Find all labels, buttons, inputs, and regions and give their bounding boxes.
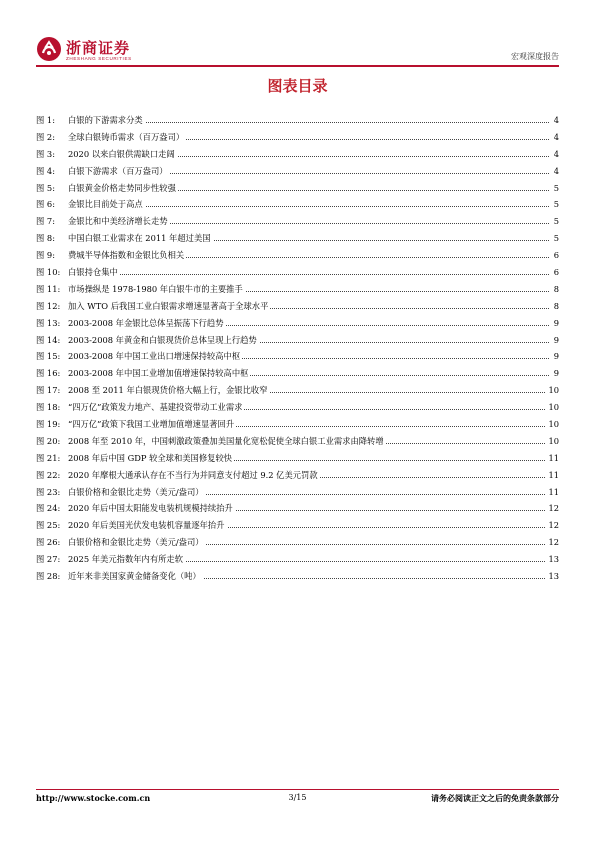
toc-entry-number: 图 7: [36, 216, 56, 227]
toc-entry[interactable] [36, 332, 559, 349]
toc-entry-number: 图 28: [36, 571, 61, 582]
toc-entry[interactable] [36, 247, 559, 264]
toc-entry-title: 2008 至 2011 年白银现货价格大幅上行，金银比收窄 [68, 382, 270, 399]
toc-entry[interactable] [36, 416, 559, 433]
toc-entry-number: 图 3: [36, 148, 56, 159]
toc-entry[interactable] [36, 298, 559, 315]
toc-entry[interactable] [36, 399, 559, 416]
toc-entry-page: 9 [552, 348, 559, 365]
toc-entry-page: 5 [552, 213, 559, 230]
toc-entry-number: 图 17: [36, 385, 61, 396]
toc-entry[interactable] [36, 534, 559, 551]
toc-entry[interactable] [36, 568, 559, 585]
toc-entry-page: 5 [552, 230, 559, 247]
toc-entry-page: 8 [552, 298, 559, 315]
toc-entry-number: 图 16: [36, 368, 61, 379]
toc-entry[interactable] [36, 484, 559, 501]
toc-entry-page: 11 [546, 484, 559, 501]
toc-entry-number: 图 9: [36, 250, 56, 261]
toc-entry-page: 10 [546, 416, 559, 433]
toc-entry-page: 12 [546, 500, 559, 517]
toc-entry-number: 图 21: [36, 452, 61, 463]
toc-entry[interactable] [36, 163, 559, 180]
toc-entry[interactable] [36, 129, 559, 146]
toc-entry-number: 图 19: [36, 419, 61, 430]
toc-entry-title: 市场操纵是 1978-1980 年白银牛市的主要推手 [68, 281, 245, 298]
page-number: 3/15 [288, 793, 307, 802]
toc-entry-page: 12 [546, 534, 559, 551]
toc-entry-number: 图 13: [36, 317, 61, 328]
toc-leader-dots [96, 122, 549, 123]
toc-entry-page: 5 [552, 180, 559, 197]
toc-entry-title: 2020 以来白银供需缺口走阔 [68, 146, 177, 163]
toc-entry-page: 10 [546, 433, 559, 450]
toc-entry-page: 10 [546, 399, 559, 416]
toc-entry-page: 9 [552, 365, 559, 382]
toc-entry-number: 图 27: [36, 554, 61, 565]
zheshang-logo-icon [36, 36, 62, 62]
toc-entry[interactable] [36, 433, 559, 450]
toc-entry-page: 10 [546, 382, 559, 399]
toc-entry-title: 2003-2008 年中国工业增加值增速保持较高中枢 [68, 365, 250, 382]
toc-entry-number: 图 24: [36, 503, 61, 514]
toc-entry-number: 图 20: [36, 435, 61, 446]
toc-entry-number: 图 6: [36, 199, 56, 210]
toc-entry-number: 图 18: [36, 402, 61, 413]
toc-entry[interactable] [36, 196, 559, 213]
toc-entry-title: 金银比目前处于高点 [68, 196, 145, 213]
toc-entry[interactable] [36, 450, 559, 467]
footer-divider [36, 789, 559, 790]
brand-name-cn: 浙商证券 [66, 39, 131, 57]
toc-entry-page: 4 [552, 129, 559, 146]
toc-entry[interactable] [36, 467, 559, 484]
toc-entry-title: “四万亿”政策下我国工业增加值增速显著回升 [68, 416, 236, 433]
toc-entry-number: 图 2: [36, 131, 56, 142]
header-divider [36, 65, 559, 67]
toc-entry-number: 图 25: [36, 520, 61, 531]
toc-entry-page: 4 [552, 163, 559, 180]
toc-entry-page: 11 [546, 467, 559, 484]
toc-entry-title: 2008 年后中国 GDP 较全球和美国修复较快 [68, 450, 234, 467]
toc-entry-title: 近年来非美国家黄金储备变化（吨） [68, 568, 203, 585]
toc-entry-title: “四万亿”政策发力地产、基建投资带动工业需求 [68, 399, 244, 416]
toc-entry-number: 图 26: [36, 537, 61, 548]
toc-entry-title: 2003-2008 年金银比总体呈振荡下行趋势 [68, 315, 226, 332]
toc-entry-page: 6 [552, 264, 559, 281]
toc-entry-number: 图 5: [36, 182, 56, 193]
toc-entry-number: 图 23: [36, 486, 61, 497]
toc-entry[interactable] [36, 517, 559, 534]
toc-entry[interactable] [36, 146, 559, 163]
toc-entry-title: 2020 年后美国光伏发电装机容量逐年抬升 [68, 517, 227, 534]
toc-entry-page: 13 [546, 551, 559, 568]
toc-entry-title: 2008 年至 2010 年，中国刺激政策叠加美国量化宽松促使全球白银工业需求由降转增 [68, 433, 386, 450]
toc-entry[interactable] [36, 315, 559, 332]
toc-entry[interactable] [36, 230, 559, 247]
toc-entry-title: 全球白银铸币需求（百万盎司） [68, 129, 186, 146]
toc-entry-page: 8 [552, 281, 559, 298]
toc-entry-title: 中国白银工业需求在 2011 年超过美国 [68, 230, 213, 247]
toc-entry[interactable] [36, 264, 559, 281]
toc-entry[interactable] [36, 365, 559, 382]
toc-leader-dots [96, 206, 549, 207]
toc-entry[interactable] [36, 348, 559, 365]
toc-entry-number: 图 14: [36, 334, 61, 345]
toc-entry-number: 图 10: [36, 267, 61, 278]
footer-disclaimer: 请务必阅读正文之后的免责条款部分 [431, 793, 559, 803]
toc-entry-page: 4 [552, 112, 559, 129]
toc-entry-number: 图 15: [36, 351, 61, 362]
toc-entry[interactable] [36, 180, 559, 197]
toc-entry-title: 白银下游需求（百万盎司） [68, 163, 170, 180]
toc-entry-title: 白银价格和金银比走势（美元/盎司） [68, 534, 206, 551]
toc-entry-title: 白银价格和金银比走势（美元/盎司） [68, 484, 206, 501]
toc-entry-title: 金银比和中美经济增长走势 [68, 213, 170, 230]
toc-entry-page: 13 [546, 568, 559, 585]
toc-entry-title: 2025 年美元指数年内有所走软 [68, 551, 185, 568]
figure-toc [36, 112, 559, 585]
toc-entry-title: 2020 年摩根大通承认存在不当行为并同意支付超过 9.2 亿美元罚款 [68, 467, 320, 484]
toc-entry-number: 图 1: [36, 115, 56, 125]
toc-entry-page: 9 [552, 315, 559, 332]
report-type: 宏观深度报告 [511, 52, 559, 61]
toc-entry[interactable] [36, 551, 559, 568]
toc-entry-title: 加入 WTO 后我国工业白银需求增速显著高于全球水平 [68, 298, 270, 315]
toc-entry-page: 4 [552, 146, 559, 163]
toc-entry[interactable] [36, 281, 559, 298]
toc-entry-title: 白银持仓集中 [68, 264, 120, 281]
toc-leader-dots [96, 274, 549, 275]
toc-entry-title: 白银的下游需求分类 [68, 112, 145, 129]
toc-entry-title: 白银黄金价格走势同步性较强 [68, 180, 178, 197]
toc-entry[interactable] [36, 213, 559, 230]
toc-entry-page: 9 [552, 332, 559, 349]
toc-entry-title: 2003-2008 年黄金和白银现货价总体呈现上行趋势 [68, 332, 259, 349]
toc-entry-page: 6 [552, 247, 559, 264]
toc-entry-page: 11 [546, 450, 559, 467]
toc-entry-title: 2003-2008 年中国工业出口增速保持较高中枢 [68, 348, 242, 365]
toc-entry-title: 2020 年后中国太阳能发电装机规模持续抬升 [68, 500, 235, 517]
page-header [36, 36, 559, 66]
toc-entry-page: 5 [552, 196, 559, 213]
toc-entry-number: 图 12: [36, 300, 61, 311]
toc-entry[interactable] [36, 112, 559, 129]
toc-entry-title: 费城半导体指数和金银比负相关 [68, 247, 186, 264]
toc-entry-number: 图 4: [36, 165, 56, 176]
footer-url-link[interactable]: http://www.stocke.com.cn [36, 793, 151, 803]
toc-entry[interactable] [36, 382, 559, 399]
page-title: 图表目录 [267, 77, 328, 95]
toc-entry-number: 图 8: [36, 233, 56, 244]
toc-entry-page: 12 [546, 517, 559, 534]
toc-entry[interactable] [36, 500, 559, 517]
toc-entry-number: 图 22: [36, 469, 61, 480]
toc-entry-number: 图 11: [36, 283, 61, 294]
brand-name-en: ZHESHANG SECURITIES [66, 56, 132, 61]
